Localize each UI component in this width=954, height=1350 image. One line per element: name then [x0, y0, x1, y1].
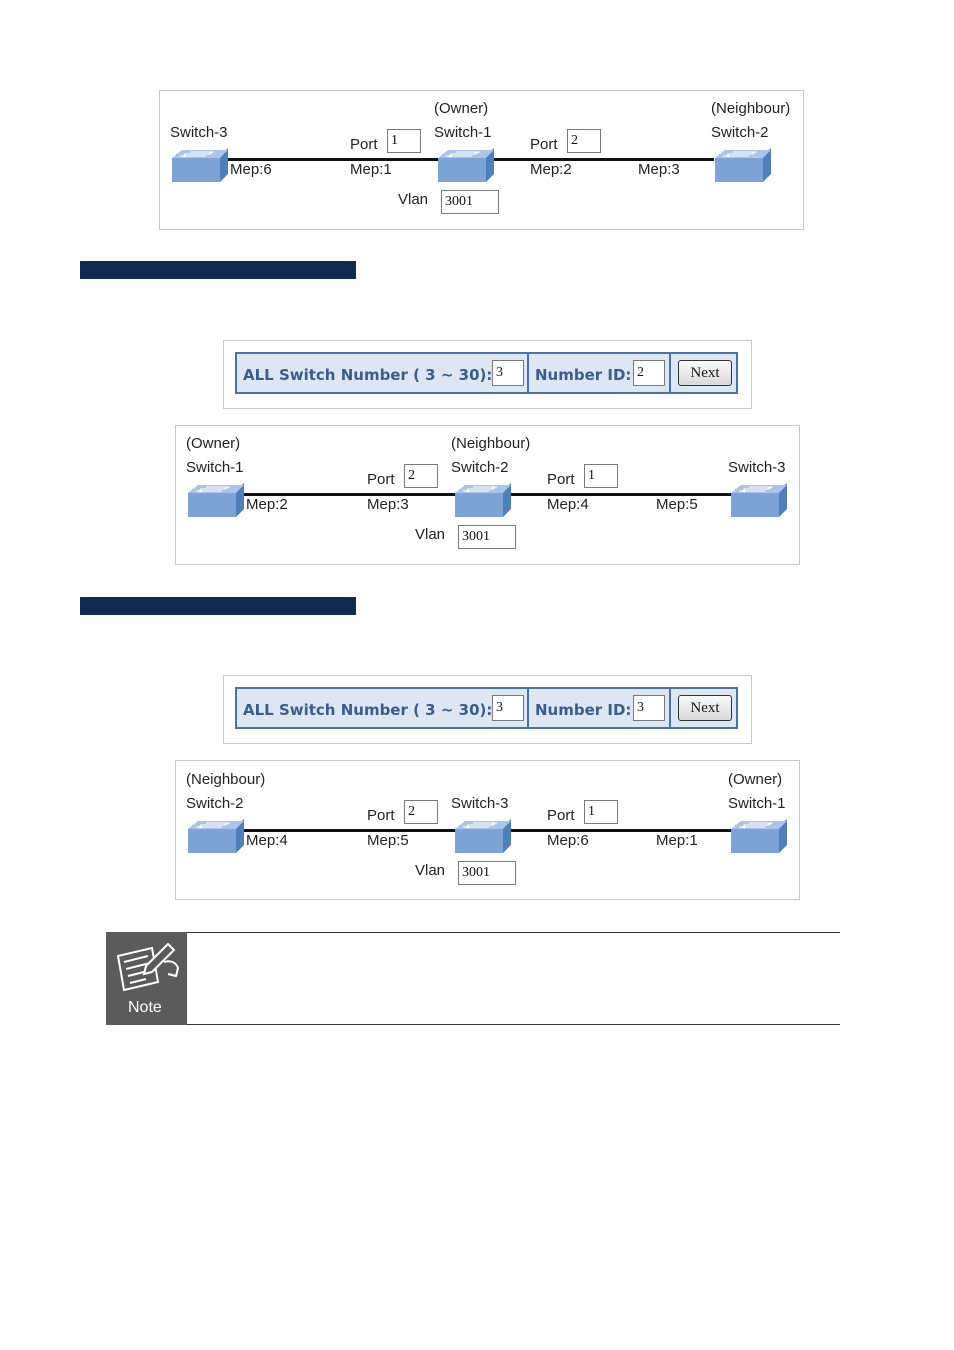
vlan-input[interactable]: 3001	[458, 861, 516, 885]
center-switch-icon	[436, 148, 496, 184]
right-role-label: (Owner)	[728, 771, 783, 788]
divider	[527, 689, 529, 727]
number-id-label: Number ID:	[535, 366, 632, 384]
mep-label: Mep:4	[246, 832, 288, 849]
number-id-label: Number ID:	[535, 701, 632, 719]
next-button[interactable]: Next	[678, 360, 732, 386]
ring-diagram-2	[175, 425, 800, 565]
vlan-label: Vlan	[398, 191, 429, 208]
right-switch-name: Switch-3	[728, 459, 786, 476]
center-switch-name: Switch-2	[451, 459, 509, 476]
left-switch-icon	[186, 483, 246, 519]
center-switch-icon	[453, 483, 513, 519]
divider	[527, 354, 529, 392]
switch-config-panel-1	[223, 340, 752, 409]
note-label: Note	[128, 999, 162, 1016]
mep-label: Mep:1	[350, 161, 392, 178]
mep-label: Mep:4	[547, 496, 589, 513]
ring-diagram-1	[159, 90, 804, 230]
port-left-label: Port	[367, 471, 395, 488]
left-switch-name: Switch-3	[170, 124, 228, 141]
center-switch-name: Switch-3	[451, 795, 509, 812]
right-switch-name: Switch-2	[711, 124, 769, 141]
port-right-label: Port	[547, 471, 575, 488]
right-switch-icon	[729, 483, 789, 519]
number-id-input[interactable]: 3	[633, 695, 665, 721]
next-button[interactable]: Next	[678, 695, 732, 721]
left-role-label: (Neighbour)	[186, 771, 266, 788]
center-role-label: (Neighbour)	[451, 435, 531, 452]
note-bottom-rule	[187, 1024, 840, 1025]
right-switch-icon	[713, 148, 773, 184]
port-right-input[interactable]: 1	[584, 464, 618, 488]
center-switch-name: Switch-1	[434, 124, 492, 141]
mep-label: Mep:3	[367, 496, 409, 513]
port-left-label: Port	[350, 136, 378, 153]
mep-label: Mep:2	[246, 496, 288, 513]
port-right-input[interactable]: 2	[567, 129, 601, 153]
section-header-bar	[80, 261, 356, 279]
port-right-label: Port	[547, 807, 575, 824]
right-role-label: (Neighbour)	[711, 100, 791, 117]
all-switch-number-label: ALL Switch Number ( 3 ~ 30):	[243, 366, 493, 384]
all-switch-number-input[interactable]: 3	[492, 360, 524, 386]
port-right-input[interactable]: 1	[584, 800, 618, 824]
port-left-input[interactable]: 2	[404, 800, 438, 824]
port-left-input[interactable]: 1	[387, 129, 421, 153]
divider	[669, 354, 671, 392]
left-switch-name: Switch-1	[186, 459, 244, 476]
divider	[669, 689, 671, 727]
left-role-label: (Owner)	[186, 435, 241, 452]
all-switch-number-input[interactable]: 3	[492, 695, 524, 721]
number-id-input[interactable]: 2	[633, 360, 665, 386]
left-switch-name: Switch-2	[186, 795, 244, 812]
port-right-label: Port	[530, 136, 558, 153]
vlan-input[interactable]: 3001	[441, 190, 499, 214]
note-top-rule	[187, 932, 840, 933]
mep-label: Mep:1	[656, 832, 698, 849]
right-switch-icon	[729, 819, 789, 855]
link-right	[492, 158, 714, 161]
vlan-input[interactable]: 3001	[458, 525, 516, 549]
switch-config-form	[235, 687, 738, 729]
mep-label: Mep:3	[638, 161, 680, 178]
mep-label: Mep:2	[530, 161, 572, 178]
ring-diagram-3	[175, 760, 800, 900]
switch-config-panel-2	[223, 675, 752, 744]
left-switch-icon	[170, 148, 230, 184]
switch-config-form	[235, 352, 738, 394]
port-left-input[interactable]: 2	[404, 464, 438, 488]
all-switch-number-label: ALL Switch Number ( 3 ~ 30):	[243, 701, 493, 719]
mep-label: Mep:6	[547, 832, 589, 849]
mep-label: Mep:5	[367, 832, 409, 849]
port-left-label: Port	[367, 807, 395, 824]
mep-label: Mep:6	[230, 161, 272, 178]
note-pencil-icon	[106, 932, 187, 1002]
left-switch-icon	[186, 819, 246, 855]
vlan-label: Vlan	[415, 526, 446, 543]
mep-label: Mep:5	[656, 496, 698, 513]
vlan-label: Vlan	[415, 862, 446, 879]
section-header-bar	[80, 597, 356, 615]
center-role-label: (Owner)	[434, 100, 489, 117]
center-switch-icon	[453, 819, 513, 855]
right-switch-name: Switch-1	[728, 795, 786, 812]
